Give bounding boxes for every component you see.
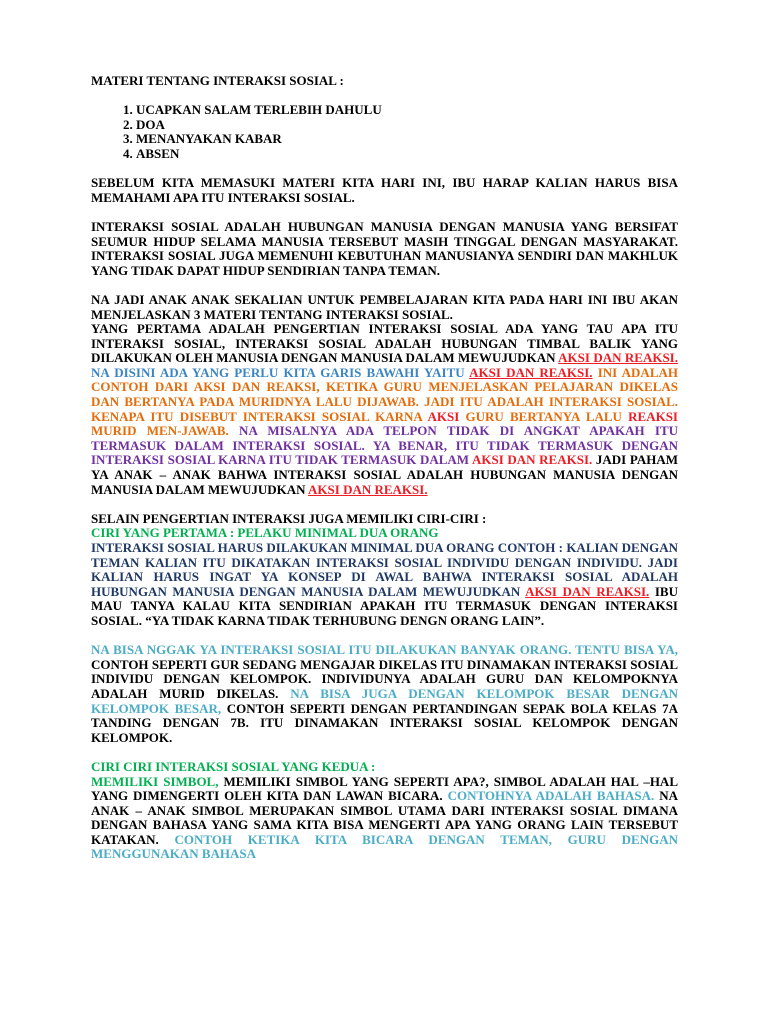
text-span: NA BISA JUGA DENGAN KELOMPOK BESAR DENGAN KELOMPOK BESAR, [91,685,678,716]
text-span: NA JADI ANAK ANAK SEKALIAN UNTUK PEMBELAJARAN KITA PADA HARI INI IBU AKAN MENJELASKAN 3 MATERI TENTANG INTERAKSI SOSIAL. [91,291,678,322]
text-span: NA MISALNYA ADA TELPON TIDAK DI ANGKAT APAKAH ITU TERMASUK DALAM INTERAKSI SOSIAL. YA BENAR, ITU TIDAK TERMASUK DENGAN INTERAKSI SOSIAL KARNA ITU TIDAK TERMASUK DALAM [91,423,678,468]
list-item: 1. UCAPKAN SALAM TERLEBIH DAHULU [136,103,678,118]
text-span: NA ANAK – ANAK SIMBOL MERUPAKAN SIMBOL UTAMA DARI INTERAKSI SOSIAL DIMANA DENGAN BAHASA YANG SAMA KITA BISA MENGERTI APA YANG ORANG LAIN TERSEBUT KATAKAN. [91,788,678,847]
section-heading: CIRI YANG PERTAMA : PELAKU MINIMAL DUA ORANG [91,525,439,541]
text-span: MEMILIKI SIMBOL, [91,773,219,789]
paragraph-definition: INTERAKSI SOSIAL ADALAH HUBUNGAN MANUSIA DENGAN MANUSIA YANG BERSIFAT SEUMUR HIDUP SELAMA MANUSIA TERSEBUT MASIH TINGGAL DENGAN MASYARAKAT. INTERAKSI SOSIAL JUGA MEMENUHI KEBUTUHAN MANUSIANYA SENDIRI DAN MAKHLUK YANG TIDAK DAPAT HIDUP SENDIRIAN TANPA TEMAN. [91,218,678,278]
list-item: 4. ABSEN [136,147,678,162]
text-span: MURID MEN-JAWAB. [91,423,229,439]
text-span: IBU MAU TANYA KALAU KITA SENDIRIAN APAKAH ITU TERMASUK DENGAN INTERAKSI SOSIAL. “YA TIDAK KARNA TIDAK TERHUBUNG DENGN ORANG LAIN”. [91,583,678,628]
text-span: CONTOHNYA ADALAH BAHASA. [442,788,655,804]
paragraph-kelompok [91,643,678,745]
highlight-aksi-reaksi: AKSI DAN REAKSI. [525,583,650,599]
text-span: CONTOH SEPERTI DENGAN PERTANDINGAN SEPAK BOLA KELAS 7A TANDING DENGAN 7B. ITU DINAMAKAN INTERAKSI SOSIAL KELOMPOK DENGAN KELOMPOK. [91,700,678,745]
text-span: CONTOH KETIKA KITA BICARA DENGAN TEMAN, GURU DENGAN MENGGUNAKAN BAHASA [91,831,678,862]
highlight-aksi-reaksi: AKSI DAN REAKSI. [471,452,593,468]
text-span: YANG PERTAMA ADALAH PENGERTIAN INTERAKSI SOSIAL ADA YANG TAU APA ITU INTERAKSI SOSIAL, INTERAKSI SOSIAL ADALAH HUBUNGAN TIMBAL BALIK YANG DILAKUKAN OLEH MANUSIA DENGAN MANUSIA DALAM MEWUJUDKAN [91,321,678,366]
section-heading: CIRI CIRI INTERAKSI SOSIAL YANG KEDUA : [91,758,376,774]
paragraph-ciri-pertama [91,512,678,629]
text-span: NA BISA NGGAK YA INTERAKSI SOSIAL ITU DILAKUKAN BANYAK ORANG. TENTU BISA YA, [91,642,678,658]
text-span: NA DISINI ADA YANG PERLU KITA GARIS BAWAHI YAITU [91,364,470,380]
highlight-aksi-reaksi: AKSI DAN REAKSI. [558,350,678,366]
paragraph-intro: SEBELUM KITA MEMASUKI MATERI KITA HARI INI, IBU HARAP KALIAN HARUS BISA MEMAHAMI APA ITU INTERAKSI SOSIAL. [91,175,678,205]
highlight-aksi-reaksi: AKSI DAN REAKSI. [308,481,428,497]
list-item: 2. DOA [136,118,678,133]
text-span: INI ADALAH CONTOH DARI AKSI DAN REAKSI, KETIKA GURU MENJELASKAN PELAJARAN DIKELAS DAN BERTANYA PADA MURIDNYA LALU DIJAWAB. JADI ITU ADALAH INTERAKSI SOSIAL. KENAPA ITU DISEBUT INTERAKSI SOSIAL KARNA [91,364,678,424]
list-item: 3. MENANYAKAN KABAR [136,132,678,147]
highlight-reaksi: REAKSI [628,408,678,424]
document-title: MATERI TENTANG INTERAKSI SOSIAL : [91,73,344,88]
highlight-aksi: AKSI [427,408,460,424]
text-span: GURU BERTANYA LALU [459,408,629,424]
text-span: JADI PAHAM YA ANAK – ANAK BAHWA INTERAKSI SOSIAL ADALAH HUBUNGAN MANUSIA DENGAN MANUSIA DALAM MEWUJUDKAN [91,452,678,497]
text-span: SELAIN PENGERTIAN INTERAKSI JUGA MEMILIKI CIRI-CIRI : [91,510,487,526]
text-span: INTERAKSI SOSIAL HARUS DILAKUKAN MINIMAL DUA ORANG CONTOH : KALIAN DENGAN TEMAN KALIAN ITU DIKATAKAN INTERAKSI SOSIAL INDIVIDU DENGAN INDIVIDU. JADI KALIAN HARUS INGAT YA KONSEP DI AWAL BAHWA INTERAKSI SOSIAL ADALAH HUBUNGAN MANUSIA DENGAN MANUSIA DALAM MEWUJUDKAN [91,540,678,599]
highlight-aksi-reaksi: AKSI DAN REAKSI. [469,364,593,380]
paragraph-explanation [91,293,678,497]
text-span: CONTOH SEPERTI GUR SEDANG MENGAJAR DIKELAS ITU DINAMAKAN INTERAKSI SOSIAL INDIVIDU DENGAN KELOMPOK. INDIVIDUNYA ADALAH GURU DAN KELOMPOKNYA ADALAH MURID DIKELAS. [91,656,678,701]
text-span: MEMILIKI SIMBOL YANG SEPERTI APA?, SIMBOL ADALAH HAL –HAL YANG DIMENGERTI OLEH KITA DAN LAWAN BICARA. [91,773,678,804]
opening-list [91,103,678,161]
paragraph-ciri-kedua [91,760,678,862]
